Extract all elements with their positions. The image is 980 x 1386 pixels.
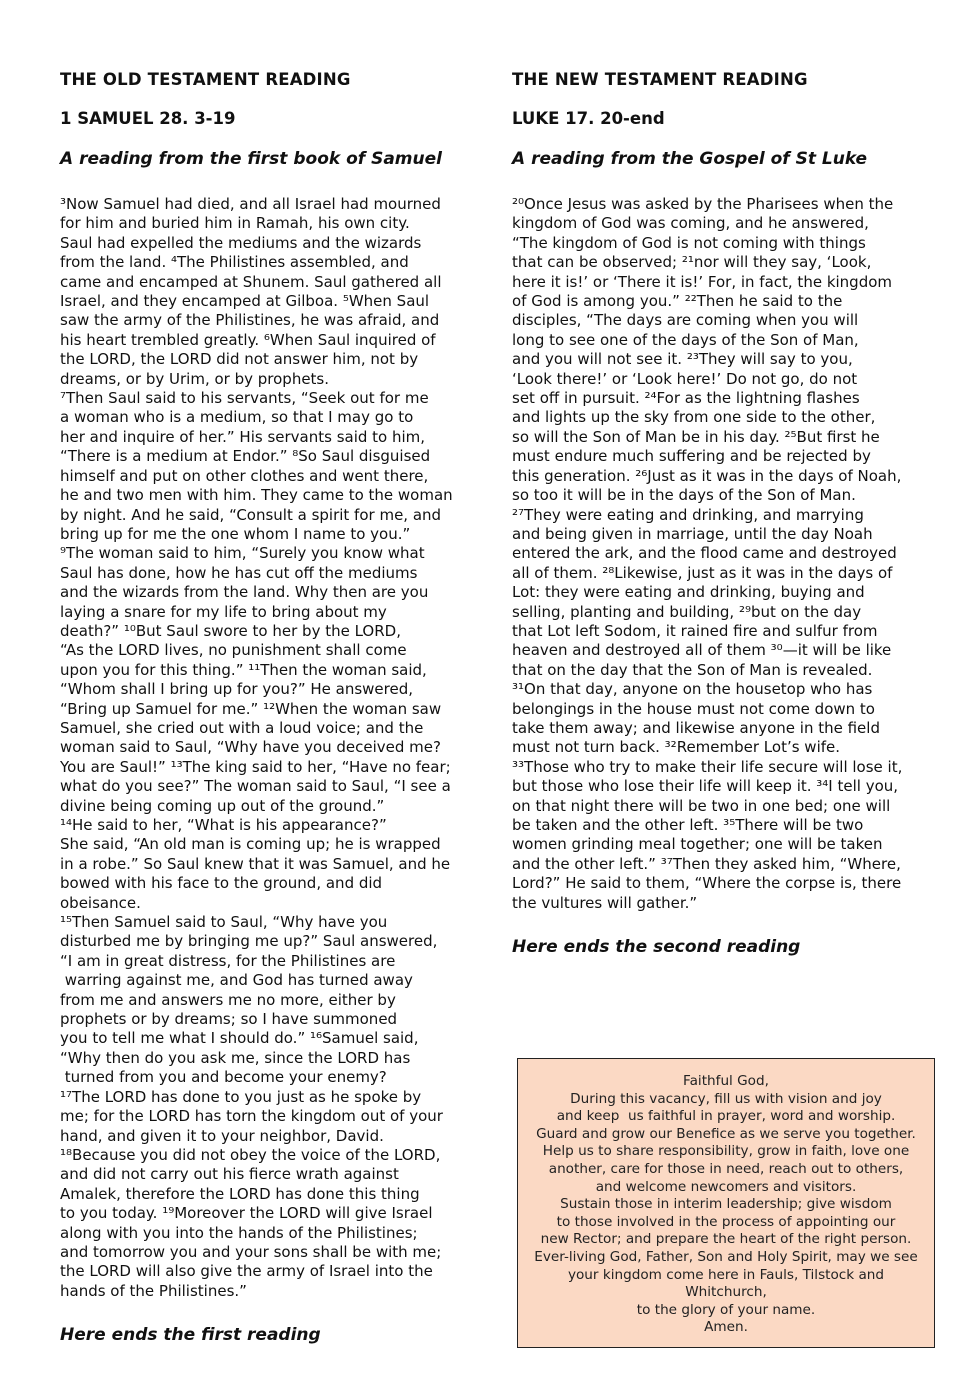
text-line: for him and buried him in Ramah, his own city. [60,214,410,233]
text-line: ³Now Samuel had died, and all Israel had mourned [60,195,441,213]
text-line: death?” ¹⁰But Saul swore to her by the LORD, [60,621,401,640]
text-line: the LORD will also give the army of Israel into the [60,1262,433,1281]
text-line: She said, “An old man is coming up; he is wrapped [60,835,441,854]
text-line: “The kingdom of God is not coming with things [512,233,866,252]
text-line: You are Saul!” ¹³The king said to her, “Have no fear; [60,757,451,776]
text-line: take them away; and likewise anyone in the field [512,718,880,737]
prayer-line: Sustain those in interim leadership; give wisdom [560,1196,892,1213]
old-testament-ending: Here ends the first reading [60,1325,321,1346]
prayer-line: new Rector; and prepare the heart of the right person. [540,1231,912,1248]
text-line: by night. And he said, “Consult a spirit for me, and [60,505,442,524]
prayer-line: Faithful God, [683,1073,769,1089]
text-line: “There is a medium at Endor.” ⁸So Saul disguised [60,447,431,466]
old-testament-text [60,195,480,1301]
text-line: and did not carry out his fierce wrath against [60,1165,399,1184]
prayer-line: and keep us faithful in prayer, word and worship. [556,1108,896,1125]
text-line: Saul had expelled the mediums and the wizards [60,233,422,252]
prayer-line: During this vacancy, fill us with vision and joy [570,1090,882,1107]
text-line: turned from you and become your enemy? [60,1068,387,1087]
text-line: women grinding meal together; one will be taken [512,835,883,854]
new-testament-intro: A reading from the Gospel of St Luke [512,149,868,169]
text-line: from the land. ⁴The Philistines assembled, and [60,253,409,272]
text-line: me; for the LORD has torn the kingdom out of your [60,1107,443,1126]
text-line: bowed with his face to the ground, and did [60,874,383,893]
text-line: dreams, or by Urim, or by prophets. [60,369,330,388]
text-line: Saul has done, how he has cut off the mediums [60,563,418,582]
text-line: woman said to Saul, “Why have you deceived me? [60,738,441,757]
text-line: Lot: they were eating and drinking, buying and [512,583,865,602]
text-line: set off in pursuit. ²⁴For as the lightning flashes [512,389,860,408]
old-testament-heading: THE OLD TESTAMENT READING [60,70,351,89]
text-line: prophets or by dreams; so I have summoned [60,1010,398,1029]
text-line: hands of the Philistines.” [60,1281,247,1300]
text-line: and lights up the sky from one side to the other, [512,408,876,427]
text-line: “Whom shall I bring up for you?” He answered, [60,680,414,699]
new-testament-heading: THE NEW TESTAMENT READING [512,70,808,89]
text-line: his heart trembled greatly. ⁶When Saul inquired of [60,330,436,349]
text-line: himself and put on other clothes and went there, [60,466,429,485]
text-line: of God is among you.” ²²Then he said to the [512,292,843,311]
text-line: ³¹On that day, anyone on the housetop who has [512,680,873,699]
text-line: and the other left.” ³⁷Then they asked him, “Where, [512,854,901,873]
old-testament-column [60,70,480,1345]
text-line: that on the day that the Son of Man is revealed. [512,660,873,679]
new-testament-ending: Here ends the second reading [512,937,801,958]
text-line: divine being coming up out of the ground.” [60,796,385,815]
prayer-line: Guard and grow our Benefice as we serve you together. [536,1125,916,1142]
text-line: he and two men with him. They came to the woman [60,486,453,505]
text-line: long to see one of the days of the Son of Man, [512,330,859,349]
text-line: ‘Look there!’ or ‘Look here!’ Do not go, do not [512,369,858,388]
text-line: came and encamped at Shunem. Saul gathered all [60,272,442,291]
prayer-box [517,1058,935,1348]
text-line: so too it will be in the days of the Son of Man. [512,486,856,505]
new-testament-reference: LUKE 17. 20-end [512,109,665,128]
text-line: disturbed me by bringing me up?” Saul answered, [60,932,438,951]
text-line: “As the LORD lives, no punishment shall come [60,641,407,660]
text-line: and being given in marriage, until the day Noah [512,524,873,543]
prayer-line: Help us to share responsibility, grow in faith, love one [542,1143,910,1160]
text-line: kingdom of God was coming, and he answered, [512,214,869,233]
text-line: in a robe.” So Saul knew that it was Samuel, and he [60,854,451,873]
text-line: laying a snare for my life to bring about my [60,602,387,621]
text-line: “I am in great distress, for the Philistines are [60,951,396,970]
text-line: along with you into the hands of the Philistines; [60,1223,418,1242]
text-line: obeisance. [60,893,141,912]
text-line: Lord?” He said to them, “Where the corpse is, there [512,874,902,893]
old-testament-reference: 1 SAMUEL 28. 3-19 [60,109,236,128]
text-line: here it is!’ or ‘There it is!’ For, in fact, the kingdom [512,272,893,291]
text-line: to you today. ¹⁹Moreover the LORD will give Israel [60,1204,433,1223]
text-line: all of them. ²⁸Likewise, just as it was in the days of [512,563,893,582]
text-line: and the wizards from the land. Why then are you [60,583,429,602]
text-line: ²⁷They were eating and drinking, and marrying [512,505,864,524]
text-line: must not turn back. ³²Remember Lot’s wife. [512,738,841,757]
text-line: ⁹The woman said to him, “Surely you know what [60,544,425,563]
new-testament-column [512,70,937,957]
text-line: ²⁰Once Jesus was asked by the Pharisees when the [512,195,894,213]
text-line: ¹⁷The LORD has done to you just as he spoke by [60,1087,422,1106]
text-line: selling, planting and building, ²⁹but on the day [512,602,862,621]
text-line: heaven and destroyed all of them ³⁰—it will be like [512,641,892,660]
prayer-line: Amen. [704,1319,748,1336]
text-line: “Bring up Samuel for me.” ¹²When the woman saw [60,699,442,718]
text-line: ¹⁴He said to her, “What is his appearance?” [60,816,387,834]
text-line: entered the ark, and the flood came and destroyed [512,544,897,563]
new-testament-text [512,195,937,913]
text-line: the LORD, the LORD did not answer him, not by [60,350,419,369]
text-line: but those who lose their life will keep it. ³⁴I tell you, [512,777,899,796]
text-line: the vultures will gather.” [512,893,698,912]
prayer-line: your kingdom come here in Fauls, Tilstock and [567,1266,885,1283]
text-line: you to tell me what I should do.” ¹⁶Samuel said, [60,1029,419,1048]
text-line: ⁷Then Saul said to his servants, “Seek out for me [60,389,429,408]
text-line: and you will not see it. ²³They will say to you, [512,350,853,369]
text-line: her and inquire of her.” His servants said to him, [60,427,426,446]
text-line: upon you for this thing.” ¹¹Then the woman said, [60,660,427,679]
text-line: ¹⁵Then Samuel said to Saul, “Why have you [60,913,388,932]
text-line: “Why then do you ask me, since the LORD has [60,1048,411,1067]
text-line: so will the Son of Man be in his day. ²⁵But first he [512,427,880,446]
text-line: and tomorrow you and your sons shall be with me; [60,1242,442,1261]
text-line: what do you see?” The woman said to Saul, “I see a [60,777,451,796]
text-line: saw the army of the Philistines, he was afraid, and [60,311,440,330]
text-line: this generation. ²⁶Just as it was in the days of Noah, [512,466,902,485]
prayer-line: Whitchurch, [685,1284,767,1301]
text-line: from me and answers me no more, either by [60,990,396,1009]
text-line: that Lot left Sodom, it rained fire and sulfur from [512,621,878,640]
text-line: Samuel, she cried out with a loud voice; and the [60,718,424,737]
prayer-line: to the glory of your name. [636,1301,816,1318]
text-line: belongings in the house must not come down to [512,699,875,718]
text-line: hand, and given it to your neighbor, David. [60,1126,384,1145]
text-line: that can be observed; ²¹nor will they say, ‘Look, [512,253,872,272]
text-line: on that night there will be two in one bed; one will [512,796,891,815]
prayer-line: and welcome newcomers and visitors. [595,1178,857,1195]
text-line: Israel, and they encamped at Gilboa. ⁵When Saul [60,292,430,311]
text-line: ¹⁸Because you did not obey the voice of the LORD, [60,1145,441,1164]
prayer-line: another, care for those in need, reach out to others, [548,1160,904,1177]
old-testament-intro: A reading from the first book of Samuel [60,149,442,169]
text-line: must endure much suffering and be rejected by [512,447,871,466]
text-line: a woman who is a medium, so that I may go to [60,408,414,427]
text-line: be taken and the other left. ³⁵There will be two [512,816,864,834]
prayer-line: to those involved in the process of appointing our [556,1213,896,1230]
text-line: warring against me, and God has turned away [60,971,413,990]
prayer-line: Ever-living God, Father, Son and Holy Spirit, may we see [534,1248,918,1265]
text-line: ³³Those who try to make their life secure will lose it, [512,757,903,776]
text-line: Amalek, therefore the LORD has done this thing [60,1184,420,1203]
text-line: bring up for me the one whom I name to you.” [60,524,411,543]
text-line: disciples, “The days are coming when you will [512,311,859,330]
